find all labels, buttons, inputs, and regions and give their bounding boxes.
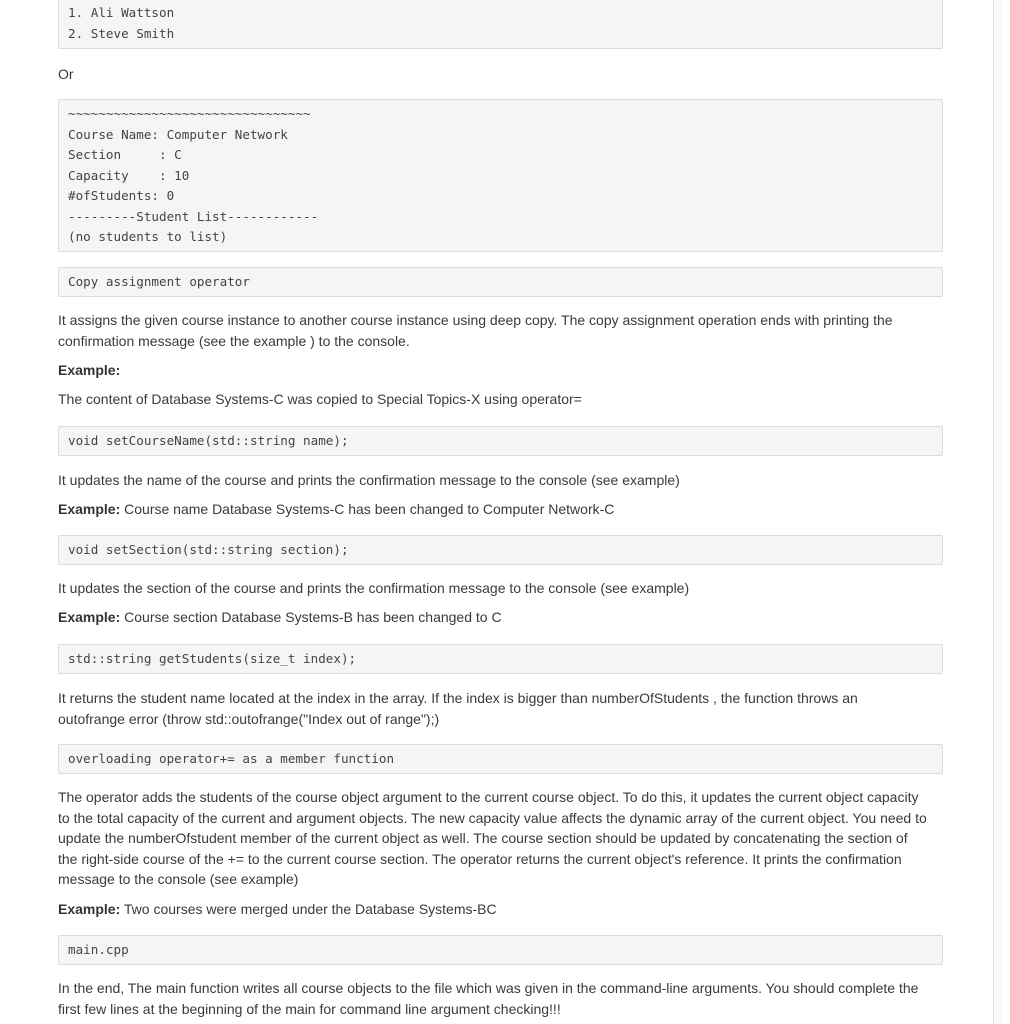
code-line: 2. Steve Smith [68,25,175,41]
example-text: Course section Database Systems-B has been changed to C [124,609,502,625]
main-cpp-description: In the end, The main function writes all course objects to the file which was given in the command-line arguments. You should complete the first few lines at the beginning of the main for command line argument checking!!! [58,980,919,1017]
operator-plus-equals-heading: overloading operator+= as a member function [58,744,943,774]
main-cpp-heading: main.cpp [58,935,943,965]
set-section-description: It updates the section of the course and prints the confirmation message to the console (see example) [58,580,690,596]
course-info-output [58,99,943,252]
example-label: Example: [58,901,121,917]
code-line: (no students to list) [68,229,228,244]
set-course-name-description: It updates the name of the course and prints the confirmation message to the console (see example) [58,472,680,488]
or-text: Or [58,66,74,82]
student-list-output [58,0,943,49]
code-line: 1. Ali Wattson [68,5,175,20]
example-label: Example: [58,501,121,517]
set-section-example [58,607,938,628]
operator-plus-equals-example [58,899,938,920]
set-course-name-signature: void setCourseName(std::string name); [58,426,943,456]
code-line: Section : C [68,147,182,162]
operator-plus-equals-description: The operator adds the students of the course object argument to the current course object. To do this, it updates the current object capacity to the total capacity of the current and argument objects. The new capacity value affects the dynamic array of the current object. You need to update the numberOfstudent member of the current object as well. The course section should be updated by concatenating the section of the right-side course of the += to the current course section. The operator returns the current object's reference. It prints the confirmation message to the console (see example) [58,789,927,887]
get-students-description: It returns the student name located at the index in the array. If the index is bigger than numberOfStudents , the function throws an outofrange error (throw std::outofrange("Index out of range");) [58,690,858,727]
copy-assignment-heading: Copy assignment operator [58,267,943,297]
code-line: #ofStudents: 0 [68,188,175,203]
example-label: Example: [58,362,121,378]
copy-assignment-example: The content of Database Systems-C was copied to Special Topics-X using operator= [58,391,582,407]
example-text: Two courses were merged under the Database Systems-BC [123,901,497,917]
set-section-signature: void setSection(std::string section); [58,535,943,565]
code-line: ~~~~~~~~~~~~~~~~~~~~~~~~~~~~~~~~ [68,106,311,121]
get-students-signature: std::string getStudents(size_t index); [58,644,943,674]
page-right-border [993,0,1002,1024]
set-course-name-example [58,499,938,520]
copy-assignment-description: It assigns the given course instance to another course instance using deep copy. The copy assignment operation ends with printing the confirmation message (see the example ) to the console. [58,312,893,349]
example-text: Course name Database Systems-C has been changed to Computer Network-C [124,501,615,517]
code-line: Capacity : 10 [68,167,190,183]
code-line: Course Name: Computer Network [68,126,288,142]
example-label: Example: [58,609,121,625]
code-line: ---------Student List------------ [68,208,319,224]
